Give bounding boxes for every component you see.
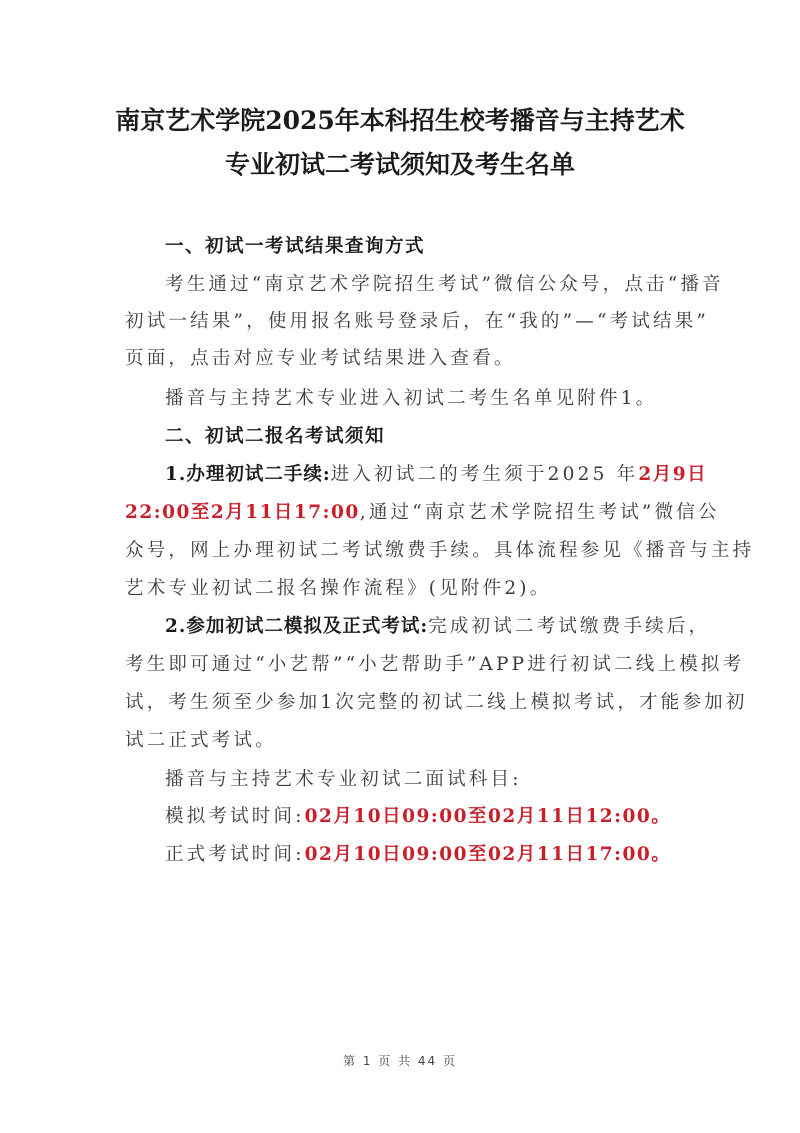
item1-date-start: 2月9日 (638, 464, 708, 485)
formal-exam-label: 正式考试时间: (165, 844, 305, 865)
section2-heading: 二、初试二报名考试须知 (165, 426, 386, 447)
item1-label: 1.办理初试二手续: (165, 464, 331, 485)
mock-exam-time (165, 802, 671, 828)
formal-exam-value: 02月10日09:00至02月11日17:00。 (304, 844, 672, 865)
page-number-footer: 第 1 页 共 44 页 (343, 1054, 457, 1068)
item2-line3: 试，考生须至少参加1次完整的初试二线上模拟考试，才能参加初 (125, 692, 748, 713)
subjects-line: 播音与主持艺术专业初试二面试科目: (165, 769, 522, 790)
item1-line3: 众号，网上办理初试二考试缴费手续。具体流程参见《播音与主持 (125, 540, 755, 561)
formal-exam-time (165, 840, 671, 866)
item2-line1 (165, 612, 710, 638)
item1-line1-text: 进入初试二的考生须于2025 年 (330, 464, 639, 485)
item1-line2-text: ,通过“南京艺术学院招生考试”微信公 (359, 502, 720, 523)
item1-line2 (125, 498, 720, 524)
item2-line4: 试二正式考试。 (125, 730, 277, 751)
item1-line1 (165, 460, 707, 486)
document-title-line2: 专业初试二考试须知及考生名单 (224, 150, 575, 179)
item2-label: 2.参加初试二模拟及正式考试: (165, 616, 429, 637)
document-title-line1: 南京艺术学院2025年本科招生校考播音与主持艺术 (115, 106, 685, 135)
section1-para1-line1: 考生通过“南京艺术学院招生考试”微信公众号，点击“播音 (165, 274, 724, 295)
section1-para2: 播音与主持艺术专业进入初试二考生名单见附件1。 (165, 388, 658, 409)
section1-para1-line3: 页面，点击对应专业考试结果进入查看。 (125, 348, 516, 369)
mock-exam-value: 02月10日09:00至02月11日12:00。 (304, 806, 672, 827)
item1-line4: 艺术专业初试二报名操作流程》(见附件2)。 (125, 578, 552, 599)
item2-line1-text: 完成初试二考试缴费手续后， (428, 616, 711, 637)
item2-line2: 考生即可通过“小艺帮”“小艺帮助手”APP进行初试二线上模拟考 (125, 654, 745, 675)
section1-heading: 一、初试一考试结果查询方式 (165, 236, 426, 257)
mock-exam-label: 模拟考试时间: (165, 806, 305, 827)
item1-date-range: 22:00至2月11日17:00 (125, 502, 360, 523)
section1-para1-line2: 初试一结果”，使用报名账号登录后，在“我的”—“考试结果” (125, 311, 710, 332)
